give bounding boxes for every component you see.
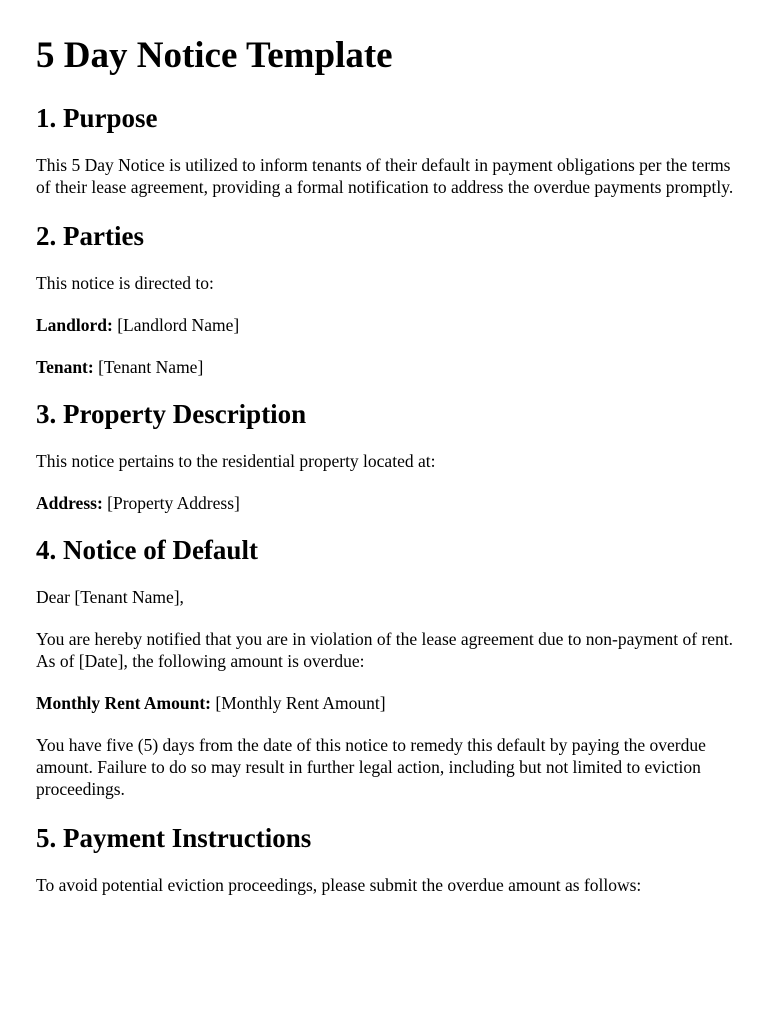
address-value: [Property Address] xyxy=(102,493,240,513)
rent-value: [Monthly Rent Amount] xyxy=(211,693,386,713)
default-salutation: Dear [Tenant Name], xyxy=(36,587,184,607)
landlord-line xyxy=(36,314,734,336)
section-heading-payment: 5. Payment Instructions xyxy=(36,823,312,853)
section-heading-property: 3. Property Description xyxy=(36,399,307,429)
parties-intro: This notice is directed to: xyxy=(36,273,214,293)
default-text-1: You are hereby notified that you are in violation of the lease agreement due to non-payment of rent. As of [Date], the following amount is overdue: xyxy=(36,629,734,671)
default-text-2: You have five (5) days from the date of this notice to remedy this default by paying the overdue amount. Failure to do so may result in further legal action, including but not limited to eviction proceedings. xyxy=(36,735,706,799)
section-heading-parties: 2. Parties xyxy=(36,221,144,251)
purpose-text: This 5 Day Notice is utilized to inform tenants of their default in payment obligations per the terms of their lease agreement, providing a formal notification to address the overdue payments promptly. xyxy=(36,155,734,197)
section-purpose xyxy=(36,102,734,198)
landlord-label: Landlord: xyxy=(36,315,113,335)
section-property xyxy=(36,398,734,514)
section-default xyxy=(36,534,734,800)
section-heading-purpose: 1. Purpose xyxy=(36,103,158,133)
address-label: Address: xyxy=(36,493,103,513)
document-title: 5 Day Notice Template xyxy=(36,35,393,76)
section-heading-default: 4. Notice of Default xyxy=(36,535,258,565)
payment-text: To avoid potential eviction proceedings, please submit the overdue amount as follows: xyxy=(36,875,642,895)
property-intro: This notice pertains to the residential property located at: xyxy=(36,451,436,471)
tenant-label: Tenant: xyxy=(36,357,94,377)
rent-line xyxy=(36,692,734,714)
section-parties xyxy=(36,220,734,378)
tenant-line xyxy=(36,356,734,378)
rent-label: Monthly Rent Amount: xyxy=(36,693,212,713)
section-payment xyxy=(36,822,734,896)
landlord-value: [Landlord Name] xyxy=(112,315,240,335)
tenant-value: [Tenant Name] xyxy=(93,357,204,377)
address-line xyxy=(36,492,734,514)
